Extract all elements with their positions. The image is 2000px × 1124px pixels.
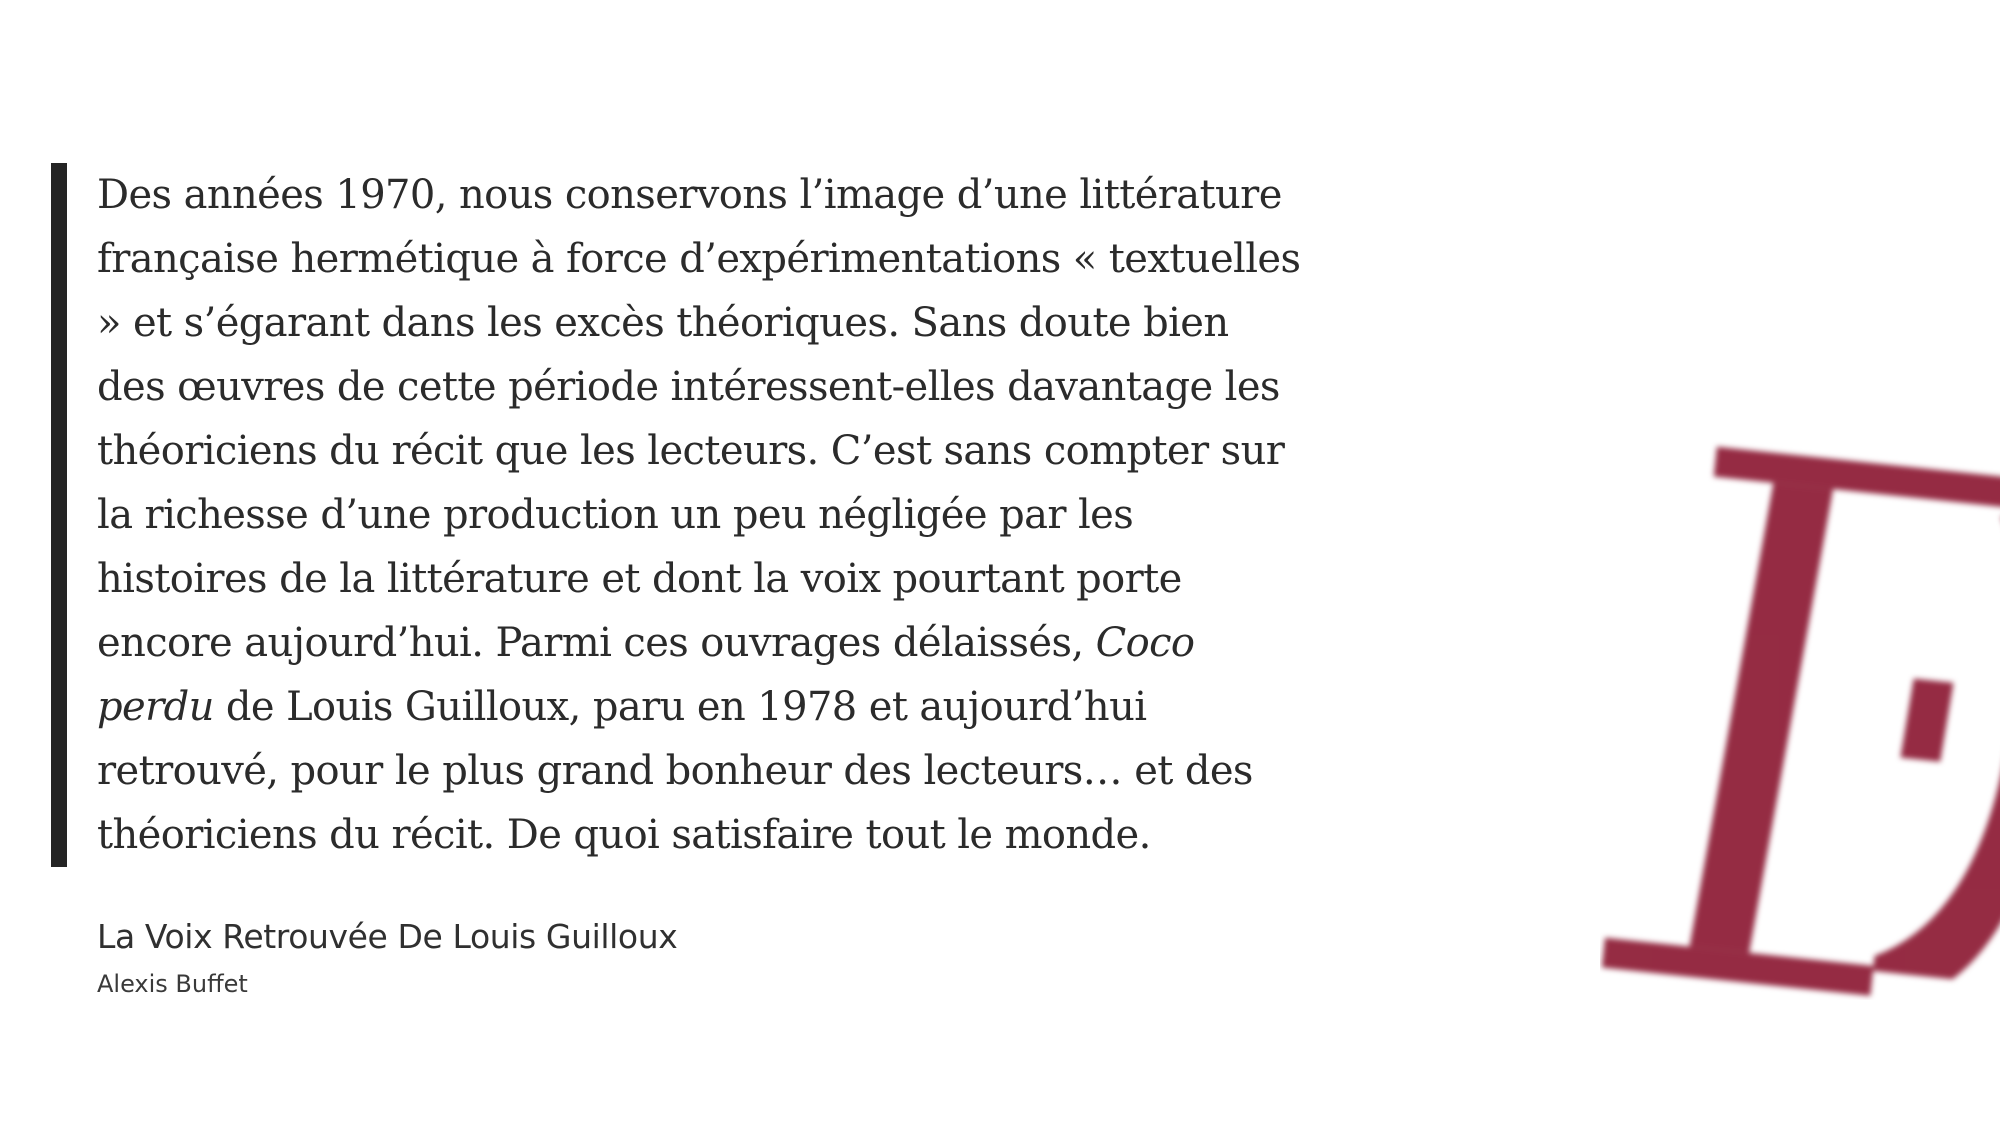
quote-line: française hermétique à force d’expérimentations « textuelles	[97, 236, 1301, 282]
quote-line: théoriciens du récit. De quoi satisfaire tout le monde.	[97, 812, 1151, 858]
quote-accent-bar	[51, 163, 67, 867]
book-title: perdu	[97, 684, 214, 730]
article-title-link[interactable]: La Voix Retrouvée De Louis Guilloux	[97, 917, 678, 956]
quote-line	[97, 675, 1327, 739]
quote-line-segment: de Louis Guilloux, paru en 1978 et aujourd’hui	[213, 684, 1147, 730]
quote-line: des œuvres de cette période intéressent-elles davantage les	[97, 364, 1280, 410]
blockquote	[51, 163, 1321, 867]
quote-line: la richesse d’une production un peu négligée par les	[97, 492, 1134, 538]
author-name: Alexis Buffet	[97, 970, 248, 998]
quote-line-segment: encore aujourd’hui. Parmi ces ouvrages délaissés,	[97, 620, 1096, 666]
serif-letter-d-logo-icon	[1600, 420, 2000, 1000]
quote-line: théoriciens du récit que les lecteurs. C’est sans compter sur	[97, 428, 1285, 474]
quote-line: retrouvé, pour le plus grand bonheur des lecteurs… et des	[97, 748, 1253, 794]
quote-line	[97, 611, 1327, 675]
quote-caption	[97, 912, 677, 1000]
book-title: Coco	[1095, 620, 1195, 666]
quote-line: Des années 1970, nous conservons l’image d’une littérature	[97, 172, 1282, 218]
quote-line: histoires de la littérature et dont la voix pourtant porte	[97, 556, 1182, 602]
quote-line: » et s’égarant dans les excès théoriques. Sans doute bien	[97, 300, 1229, 346]
quote-text	[97, 163, 1327, 867]
